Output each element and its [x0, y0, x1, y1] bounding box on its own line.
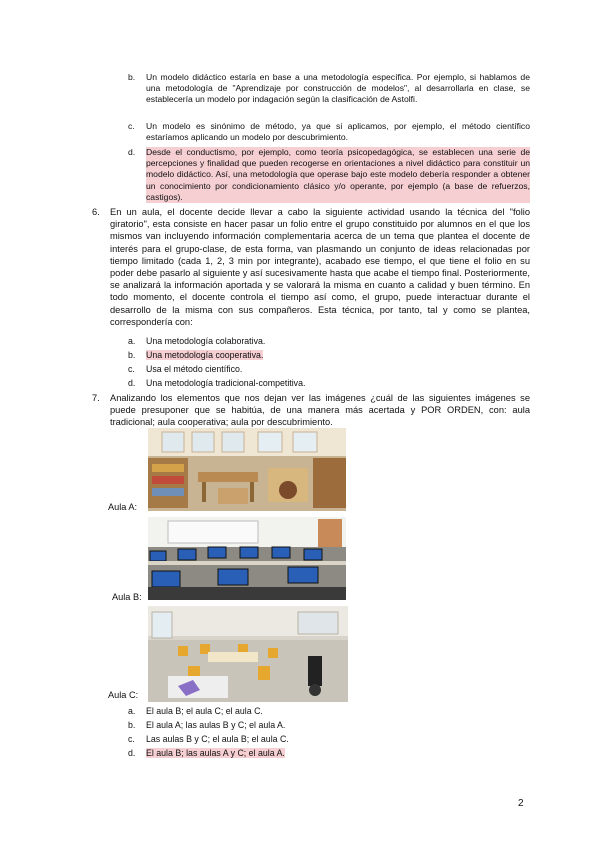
q7-option-d: d. El aula B; las aulas A y C; el aula A. [128, 748, 285, 758]
q5-option-d: d. Desde el conductismo, por ejemplo, como teoría psicopedagógica, se establecen una serie de percepciones y finalidad que pueden recogerse en orientaciones a nivel didáctico para constituir un modelo didáctico. Así, una metodología que operase bajo este modelo debería responder a obtener un conocimiento por condicionamiento clásico y/o operante, por ejemplo (a base de refuerzos, castigos). [128, 147, 530, 202]
q7-statement: 7. Analizando los elementos que nos dejan ver las imágenes ¿cuál de las siguientes imágenes se puede presuponer que se habitúa, de una manera más acertada y POR ORDEN, con: aula tradicional; aula cooperativa; aula por descubrimiento. [92, 393, 530, 428]
q7-option-c: c. Las aulas B y C; el aula B; el aula C. [128, 734, 289, 744]
q5-option-b: b. Un modelo didáctico estaría en base a una metodología específica. Por ejemplo, si hablamos de una metodología de "Aprendizaje por construcción de modelos", al desarrollarla en clase, se establecería un modelo por indagación según la clasificación de Astolfi. [128, 72, 530, 105]
image-label-a: Aula A: [108, 502, 138, 512]
image-label-c: Aula C: [108, 690, 139, 700]
q6-option-c: c. Usa el método científico. [128, 364, 243, 374]
classroom-photo-b [148, 517, 346, 600]
q7-option-a: a. El aula B; el aula C; el aula C. [128, 706, 263, 716]
q6-option-d: d. Una metodología tradicional-competitiva. [128, 378, 306, 388]
q7-option-b: b. El aula A; las aulas B y C; el aula A. [128, 720, 286, 730]
page-number: 2 [518, 798, 524, 809]
classroom-photo-a [148, 428, 346, 511]
q6-option-b: b. Una metodología cooperativa. [128, 350, 264, 360]
q6-option-a: a. Una metodología colaborativa. [128, 336, 266, 346]
classroom-photo-c [148, 606, 348, 702]
q5-option-c: c. Un modelo es sinónimo de método, ya que si aplicamos, por ejemplo, el método científico estaríamos aplicando un modelo por descubrimiento. [128, 121, 530, 143]
image-label-b: Aula B: [112, 592, 142, 602]
q6-statement: 6. En un aula, el docente decide llevar a cabo la siguiente actividad usando la técnica del "folio giratorio", esta consiste en hacer pasar un folio entre el grupo constituido por alumnos en el que los mismos van incluyendo información complementaria acerca de un tema que plantea el docente de interés para el grupo-clase, de esta forma, van plasmando un conjunto de ideas relacionadas por tiempo limitado (cada 1, 2, 3 min por integrante), acabado ese tiempo, el que tiene el folio en su poder debe pasarlo al siguiente y así sucesivamente hasta que acabe el tiempo final. Posteriormente, se analizará la información aportada y se valorará la misma en cuanto a calidad y buen término. En todo momento, el docente controla el tiempo así como, el grupo, puede interactuar durante el desarrollo de la misma con sus compañeros. Esta técnica, por tanto, tal y como se plantea, correspondería con: [92, 207, 530, 327]
